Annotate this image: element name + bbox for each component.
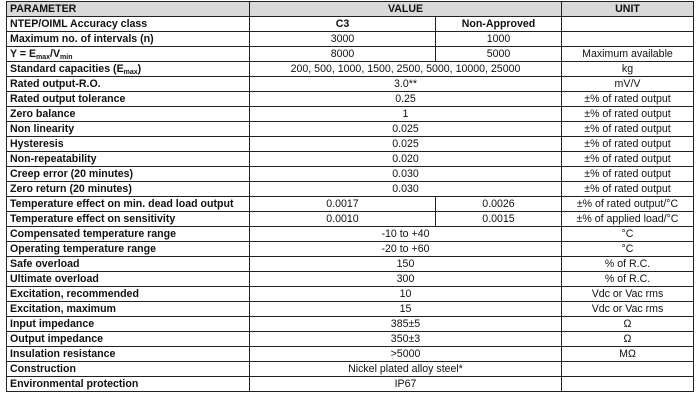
param-label: Excitation, maximum (7, 302, 250, 317)
value-cell: 385±5 (250, 317, 562, 332)
param-label: Ultimate overload (7, 272, 250, 287)
value-cell: 350±3 (250, 332, 562, 347)
table-row (7, 107, 694, 122)
unit-cell: % of R.C. (562, 272, 694, 287)
param-label: Output impedance (7, 332, 250, 347)
value-cell: 0.0010 (250, 212, 436, 227)
value-cell: 0.025 (250, 122, 562, 137)
table-row (7, 362, 694, 377)
label-subscript: max (123, 68, 138, 76)
table-row (7, 122, 694, 137)
param-label: Insulation resistance (7, 347, 250, 362)
param-label: Compensated temperature range (7, 227, 250, 242)
param-label: Safe overload (7, 257, 250, 272)
value-cell: 5000 (436, 47, 562, 62)
value-cell: Nickel plated alloy steel* (250, 362, 562, 377)
value-cell: 3.0** (250, 77, 562, 92)
unit-cell: ±% of applied load/°C (562, 212, 694, 227)
unit-cell: Maximum available (562, 47, 694, 62)
label-subscript: max (36, 53, 51, 61)
param-label: NTEP/OIML Accuracy class (7, 17, 250, 32)
table-row (7, 152, 694, 167)
value-cell: 1000 (436, 32, 562, 47)
specification-table (6, 1, 694, 392)
unit-cell (562, 32, 694, 47)
param-label: Temperature effect on min. dead load output (7, 197, 250, 212)
unit-cell: °C (562, 242, 694, 257)
param-label: Maximum no. of intervals (n) (7, 32, 250, 47)
table-row (7, 17, 694, 32)
value-cell: 0.030 (250, 182, 562, 197)
param-label: Rated output-R.O. (7, 77, 250, 92)
value-cell: 0.0026 (436, 197, 562, 212)
header-value: VALUE (250, 2, 562, 17)
value-cell: 0.0017 (250, 197, 436, 212)
header-unit: UNIT (562, 2, 694, 17)
table-row (7, 317, 694, 332)
unit-cell (562, 377, 694, 392)
table-row (7, 302, 694, 317)
param-label: Excitation, recommended (7, 287, 250, 302)
unit-cell: ±% of rated output (562, 122, 694, 137)
unit-cell: ±% of rated output (562, 137, 694, 152)
table-row (7, 332, 694, 347)
table-row (7, 242, 694, 257)
value-cell: 0.025 (250, 137, 562, 152)
unit-cell: Ω (562, 317, 694, 332)
table-row (7, 227, 694, 242)
table-row (7, 287, 694, 302)
value-cell: -20 to +60 (250, 242, 562, 257)
unit-cell: ±% of rated output (562, 107, 694, 122)
label-part: Y = E (10, 47, 37, 60)
header-parameter: PARAMETER (7, 2, 250, 17)
value-cell: 300 (250, 272, 562, 287)
label-part: Standard capacities (E (10, 62, 124, 75)
value-cell: 10 (250, 287, 562, 302)
label-subscript: min (60, 53, 73, 61)
param-label (7, 47, 250, 62)
value-cell: 0.020 (250, 152, 562, 167)
unit-cell: kg (562, 62, 694, 77)
unit-cell: ±% of rated output (562, 182, 694, 197)
param-label: Hysteresis (7, 137, 250, 152)
accuracy-class-c3: C3 (250, 17, 436, 32)
table-row (7, 272, 694, 287)
unit-cell: mV/V (562, 77, 694, 92)
value-cell: -10 to +40 (250, 227, 562, 242)
unit-cell: MΩ (562, 347, 694, 362)
value-cell: 200, 500, 1000, 1500, 2500, 5000, 10000, 25000 (250, 62, 562, 77)
unit-cell (562, 362, 694, 377)
table-row (7, 212, 694, 227)
value-cell: 150 (250, 257, 562, 272)
unit-cell: Vdc or Vac rms (562, 302, 694, 317)
table-row (7, 377, 694, 392)
table-row (7, 92, 694, 107)
value-cell: 1 (250, 107, 562, 122)
param-label (7, 62, 250, 77)
label-part: /V (50, 47, 61, 60)
param-label: Zero balance (7, 107, 250, 122)
table-row (7, 167, 694, 182)
table-row (7, 182, 694, 197)
unit-cell: ±% of rated output (562, 152, 694, 167)
table-row (7, 257, 694, 272)
param-label: Temperature effect on sensitivity (7, 212, 250, 227)
table-row (7, 32, 694, 47)
value-cell: IP67 (250, 377, 562, 392)
unit-cell: ±% of rated output (562, 92, 694, 107)
param-label: Creep error (20 minutes) (7, 167, 250, 182)
unit-cell (562, 17, 694, 32)
param-label: Zero return (20 minutes) (7, 182, 250, 197)
value-cell: >5000 (250, 347, 562, 362)
param-label: Non-repeatability (7, 152, 250, 167)
table-row (7, 197, 694, 212)
unit-cell: ±% of rated output (562, 167, 694, 182)
accuracy-class-non-approved: Non-Approved (436, 17, 562, 32)
unit-cell: % of R.C. (562, 257, 694, 272)
unit-cell: Vdc or Vac rms (562, 287, 694, 302)
value-cell: 0.25 (250, 92, 562, 107)
value-cell: 0.0015 (436, 212, 562, 227)
unit-cell: ±% of rated output/°C (562, 197, 694, 212)
param-label: Operating temperature range (7, 242, 250, 257)
table-row (7, 137, 694, 152)
param-label: Rated output tolerance (7, 92, 250, 107)
unit-cell: °C (562, 227, 694, 242)
value-cell: 0.030 (250, 167, 562, 182)
param-label: Construction (7, 362, 250, 377)
unit-cell: Ω (562, 332, 694, 347)
table-row (7, 47, 694, 62)
value-cell: 15 (250, 302, 562, 317)
value-cell: 8000 (250, 47, 436, 62)
table-row (7, 347, 694, 362)
label-part: ) (137, 62, 142, 75)
param-label: Environmental protection (7, 377, 250, 392)
value-cell: 3000 (250, 32, 436, 47)
header-row (7, 2, 694, 17)
param-label: Non linearity (7, 122, 250, 137)
spec-table-container (6, 1, 694, 392)
table-row (7, 62, 694, 77)
table-row (7, 77, 694, 92)
param-label: Input impedance (7, 317, 250, 332)
